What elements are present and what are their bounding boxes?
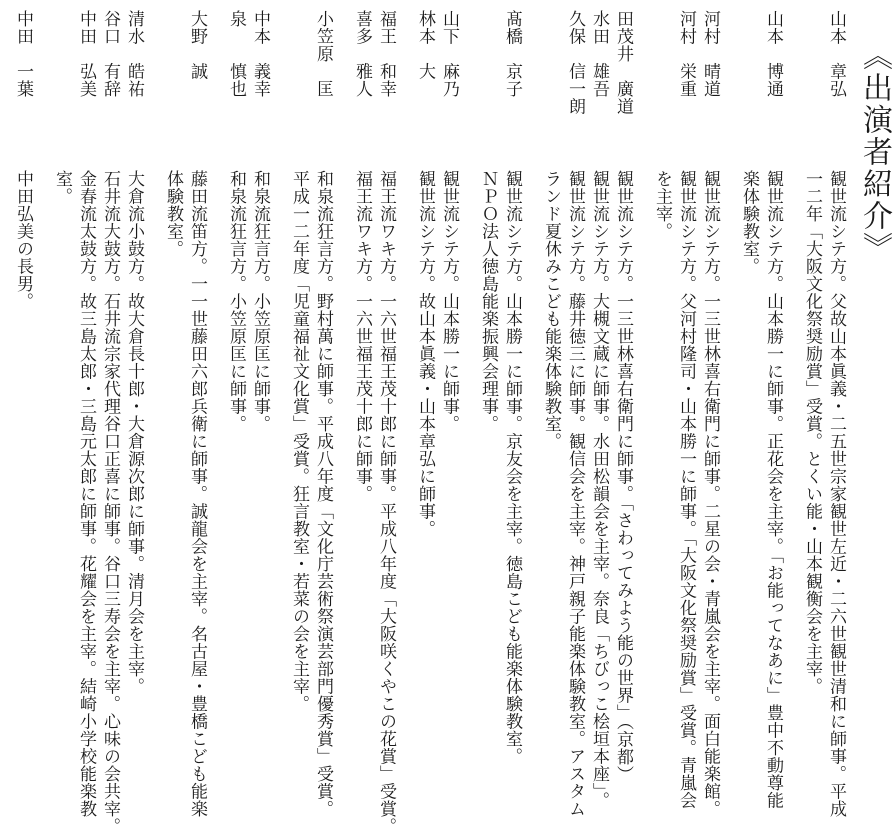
performer-entry — [161, 10, 209, 830]
performer-name: 中田 弘美 — [76, 10, 96, 98]
text-column — [122, 10, 146, 830]
performer-entry — [350, 10, 398, 835]
performer-name: 山下 麻乃 — [439, 10, 459, 98]
entry-gap — [146, 10, 161, 830]
performer-bio-line: 体験教室。 — [163, 170, 183, 258]
performer-bio-line: 観世流シテ方。藤井徳三に師事。観信会を主宰。神戸親子能楽体験教室。アスタム — [565, 170, 585, 818]
text-column — [539, 10, 563, 830]
entry-gap — [635, 10, 650, 830]
text-column — [761, 10, 785, 830]
text-column — [563, 10, 587, 830]
performer-entry — [413, 10, 461, 830]
performer-entry — [650, 10, 722, 830]
performer-entry — [476, 10, 524, 830]
text-column — [650, 10, 674, 830]
performer-name: 水田 雄吾 — [589, 10, 609, 98]
performer-bio-line: 一二年「大阪文化祭奨励賞」受賞。とくい能・山本観衡会を主宰。 — [802, 170, 822, 695]
text-column — [50, 10, 74, 830]
performer-name: 山本 章弘 — [826, 10, 846, 98]
performer-name: 大野 誠 — [187, 10, 207, 80]
performer-name: 久保 信一朗 — [565, 10, 585, 115]
performer-bio-line: 福王流ワキ方。一六世福王茂十郎に師事。平成八年度「大阪咲くやこの花賞」受賞。 — [376, 170, 396, 835]
performer-name: 谷口 有辞 — [100, 10, 120, 98]
performer-name: 中本 義幸 — [250, 10, 270, 98]
performer-name: 福王 和幸 — [376, 10, 396, 98]
performer-bio-line: 和泉流狂言方。小笠原匡に師事。 — [250, 170, 270, 433]
entry-gap — [524, 10, 539, 830]
entry-gap — [722, 10, 737, 830]
performer-entry — [224, 10, 272, 830]
entry-gap — [335, 10, 350, 830]
text-column — [476, 10, 500, 830]
text-column — [224, 10, 248, 830]
entry-gap — [35, 10, 50, 830]
performer-bio-line: ＮＰＯ法人徳島能楽振興会理事。 — [478, 170, 498, 433]
performer-bio-line: 平成一二年度「児童福祉文化賞」受賞。狂言教室・若菜の会を主宰。 — [289, 170, 309, 713]
performer-bio-line: 中田弘美の長男。 — [13, 170, 33, 310]
performer-bio-line: 石井流大鼓方。石井流宗家代理谷口正喜に師事。谷口三寿会を主宰。心味の会共宰。 — [100, 170, 120, 835]
text-column — [374, 10, 398, 835]
performer-bio-line: 観世流シテ方。父河村隆司・山本勝一に師事。「大阪文化祭奨励賞」受賞。青嵐会 — [676, 170, 696, 809]
text-column — [413, 10, 437, 830]
text-column — [74, 10, 98, 830]
entry-gap — [398, 10, 413, 830]
performer-entry — [50, 10, 146, 835]
performer-bio-line: 観世流シテ方。大槻文蔵に師事。水田松韻会を主宰。奈良「ちびっこ桧垣本座」。 — [589, 170, 609, 809]
entry-gap — [272, 10, 287, 830]
performer-name: 中田 一葉 — [13, 10, 33, 98]
performer-bio-line: ランド夏休みこども能楽体験教室。 — [541, 170, 561, 450]
performer-bio-line: 観世流シテ方。一三世林喜右衛門に師事。「さわってみよう能の世界」（京都） — [613, 170, 633, 783]
text-column — [500, 10, 524, 830]
performer-entry — [539, 10, 635, 830]
entry-gap — [209, 10, 224, 830]
performer-name: 小笠原 匡 — [313, 10, 333, 98]
performer-bio-line: 藤田流笛方。一一世藤田六郎兵衛に師事。誠龍会を主宰。名古屋・豊橋こども能楽 — [187, 170, 207, 818]
text-column — [698, 10, 722, 830]
entry-gap — [785, 10, 800, 830]
performer-bio-line: 観世流シテ方。父故山本眞義・二五世宗家観世左近・二六世観世清和に師事。平成 — [826, 170, 846, 818]
text-column — [587, 10, 611, 830]
performer-name: 清水 皓祐 — [124, 10, 144, 98]
performer-name: 林本 大 — [415, 10, 435, 80]
text-column — [800, 10, 824, 830]
text-column — [98, 10, 122, 835]
text-column — [737, 10, 761, 830]
performer-name: 河村 栄重 — [676, 10, 696, 98]
performer-bio-line: 観世流シテ方。山本勝一に師事。京友会を主宰。徳島こども能楽体験教室。 — [502, 170, 522, 765]
performer-bio-line: 観世流シテ方。故山本眞義・山本章弘に師事。 — [415, 170, 435, 538]
text-column — [287, 10, 311, 830]
performer-name: 泉 慎也 — [226, 10, 246, 98]
performer-bio-line: 金春流太鼓方。故三島太郎・三島元太郎に師事。花耀会を主宰。結崎小学校能楽教 — [76, 170, 96, 818]
text-column — [824, 10, 848, 830]
performer-entry — [800, 10, 848, 830]
text-column — [674, 10, 698, 830]
performer-bio-line: 和泉流狂言方。小笠原匡に師事。 — [226, 170, 246, 433]
performer-entry — [11, 10, 35, 830]
text-column — [248, 10, 272, 830]
performer-name: 喜多 雅人 — [352, 10, 372, 98]
text-column — [161, 10, 185, 830]
page-title: 《出演者紹介》 — [857, 40, 892, 264]
performer-bio-line: 楽体験教室。 — [739, 170, 759, 275]
entry-gap — [461, 10, 476, 830]
performer-list — [2, 10, 848, 835]
text-column — [185, 10, 209, 830]
text-column — [311, 10, 335, 830]
performer-bio-line: 大倉流小鼓方。故大倉長十郎・大倉源次郎に師事。清月会を主宰。 — [124, 170, 144, 695]
text-column — [611, 10, 635, 830]
performer-bio-line: 和泉流狂言方。野村萬に師事。平成八年度「文化庁芸術祭演芸部門優秀賞」受賞。 — [313, 170, 333, 818]
performer-name: 河村 晴道 — [700, 10, 720, 98]
performer-bio-line: を主宰。 — [652, 170, 672, 240]
performer-entry — [287, 10, 335, 830]
performer-bio-line: 観世流シテ方。一三世林喜右衛門に師事。二星の会・青嵐会を主宰。面白能楽館。 — [700, 170, 720, 818]
performer-bio-line: 室。 — [52, 170, 72, 205]
text-column — [350, 10, 374, 830]
text-column — [11, 10, 35, 830]
performer-bio-line: 福王流ワキ方。一六世福王茂十郎に師事。 — [352, 170, 372, 503]
performer-name: 田茂井 廣道 — [613, 10, 633, 115]
performer-name: 山本 博通 — [763, 10, 783, 98]
performer-entry — [737, 10, 785, 830]
performer-bio-line: 観世流シテ方。山本勝一に師事。 — [439, 170, 459, 433]
performer-bio-line: 観世流シテ方。山本勝一に師事。正花会を主宰。「お能ってなあに」豊中不動尊能 — [763, 170, 783, 809]
text-column — [437, 10, 461, 830]
performer-name: 髙橋 京子 — [502, 10, 522, 98]
